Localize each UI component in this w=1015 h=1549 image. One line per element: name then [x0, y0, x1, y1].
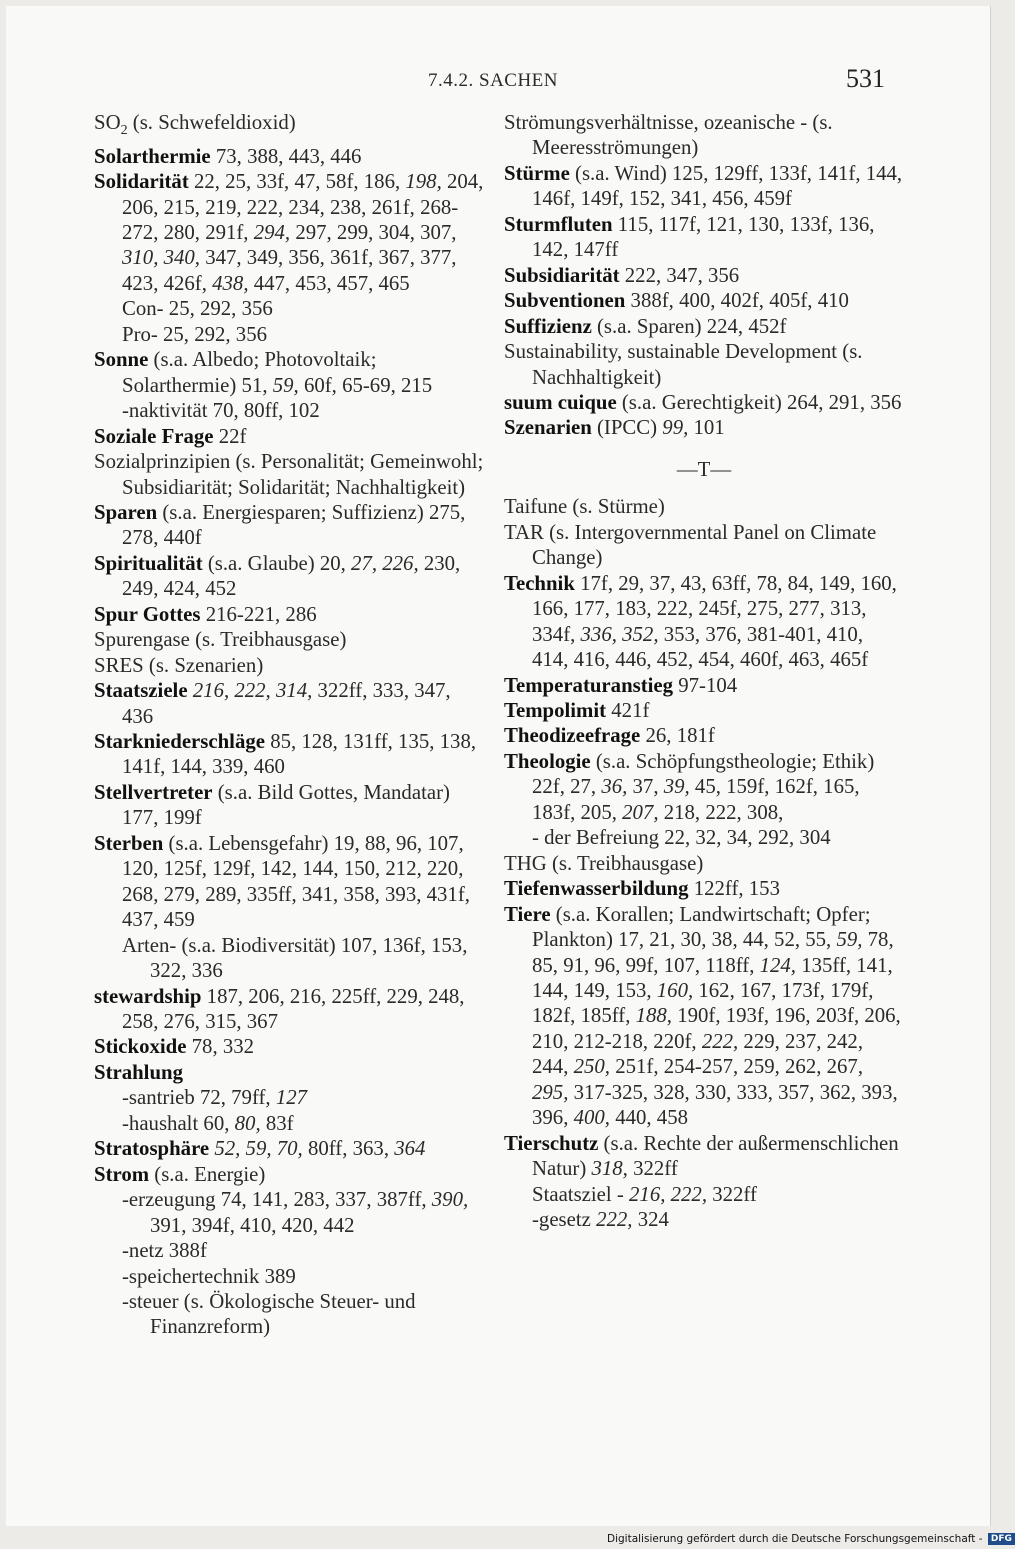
entry-term: Tempolimit: [504, 698, 607, 722]
entry-page-italic: 216, 222, 314,: [192, 679, 313, 703]
entry-page-italic: 207,: [622, 800, 659, 824]
index-entry: [94, 780, 486, 831]
entry-term: Staatsziele: [94, 679, 188, 703]
entry-page-italic: 99,: [662, 416, 689, 440]
entry-text: -haushalt 60,: [122, 1111, 235, 1135]
entry-text: 297, 299, 304, 307,: [290, 220, 457, 244]
entry-page-italic: 400,: [573, 1106, 610, 1130]
entry-page-italic: 364: [394, 1137, 426, 1161]
entry-page-italic: 59,: [272, 373, 299, 397]
index-entry: [504, 390, 904, 415]
entry-text: (s.a. Bild Gottes, Mandatar) 177, 199f: [122, 780, 450, 830]
index-entry: [504, 520, 904, 571]
entry-term: Tiere: [504, 902, 551, 926]
entry-term: Stellvertreter: [94, 780, 213, 804]
entry-text: 230, 249, 424, 452: [122, 551, 461, 601]
entry-text: 17f, 29, 37, 43, 63ff, 78, 84, 149, 160, 166, 177, 183, 222, 245f, 275, 277, 313, 334f,: [532, 571, 897, 646]
index-subentry: [94, 1111, 486, 1136]
entry-text: 60f, 65-69, 215: [298, 373, 433, 397]
index-entry: [504, 749, 904, 825]
entry-text: Pro- 25, 292, 356: [122, 322, 267, 346]
index-subentry: [94, 1187, 486, 1238]
entry-text: 324: [632, 1208, 669, 1232]
index-entry: [94, 627, 486, 652]
entry-page-italic: 310, 340,: [122, 246, 200, 270]
entry-text: Strömungsverhältnisse, ozeanische - (s. Meeresströmungen): [504, 111, 833, 160]
entry-page-italic: 438,: [212, 271, 249, 295]
index-entry: [504, 723, 904, 748]
entry-text: Arten- (s.a. Biodiversität) 107, 136f, 153, 322, 336: [122, 933, 468, 983]
entry-text: 187, 206, 216, 225ff, 229, 248, 258, 276, 315, 367: [122, 984, 465, 1034]
entry-text: 80ff, 363,: [302, 1137, 395, 1161]
entry-page-italic: 216, 222,: [629, 1182, 708, 1206]
entry-text: 391, 394f, 410, 420, 442: [150, 1213, 355, 1237]
index-entry: [94, 551, 486, 602]
entry-text: -speichertechnik 389: [122, 1264, 296, 1288]
entry-text: -santrieb 72, 79ff,: [122, 1086, 276, 1110]
entry-text: Taifune (s. Stürme): [504, 495, 665, 519]
entry-text: (s.a. Lebensgefahr) 19, 88, 96, 107, 120, 125f, 129f, 142, 144, 150, 212, 220, 268, 279, 289, 335ff, 341, 358, 393, 431f, 437, 459: [122, 831, 470, 932]
entry-page-italic: 222,: [701, 1029, 739, 1053]
index-subentry: [94, 1264, 486, 1289]
index-entry: [94, 449, 486, 500]
dfg-logo-icon: DFG: [988, 1533, 1015, 1545]
entry-page-italic: 127: [275, 1086, 308, 1110]
entry-text: 251f, 254-257, 259, 262, 267,: [610, 1055, 864, 1079]
entry-term: suum cuique: [504, 390, 617, 414]
entry-term: Subventionen: [504, 289, 626, 313]
entry-text: 22f: [213, 424, 247, 448]
entry-page-italic: 124,: [759, 953, 797, 977]
index-entry: [504, 110, 904, 161]
entry-term: Theodizeefrage: [504, 724, 641, 748]
entry-page-italic: 250,: [573, 1055, 610, 1079]
index-entry: [504, 698, 904, 723]
entry-text: 388f, 400, 402f, 405f, 410: [625, 289, 849, 313]
entry-text: (s.a. Glaube) 20,: [202, 551, 352, 575]
index-entry: [504, 263, 904, 288]
entry-term: stewardship: [94, 984, 202, 1008]
entry-page-italic: 390,: [431, 1188, 469, 1212]
entry-text: SRES (s. Szenarien): [94, 653, 264, 677]
index-subentry: [504, 1182, 904, 1207]
index-entry: [94, 729, 486, 780]
scanned-page: [6, 6, 991, 1526]
entry-term: Temperaturanstieg: [504, 673, 674, 697]
entry-text: THG (s. Treibhausgase): [504, 851, 704, 875]
entry-text: - der Befreiung 22, 32, 34, 292, 304: [532, 826, 831, 850]
entry-page-italic: 295,: [532, 1080, 569, 1104]
entry-text: 101: [688, 416, 725, 440]
entry-page-italic: 52, 59, 70,: [214, 1137, 303, 1161]
entry-page-italic: 188,: [635, 1004, 672, 1028]
entry-text: (s.a. Sparen) 224, 452f: [591, 314, 787, 338]
index-entry: [94, 110, 486, 144]
entry-text: 229, 237, 242, 244,: [532, 1029, 864, 1079]
entry-text: 83f: [260, 1111, 294, 1135]
entry-text: —T—: [676, 457, 732, 481]
entry-page-italic: 198,: [405, 170, 442, 194]
entry-page-italic: 59,: [836, 928, 863, 952]
entry-text: (s.a. Wind) 125, 129ff, 133f, 141f, 144, 146f, 149f, 152, 341, 456, 459f: [532, 161, 903, 211]
entry-term: Stürme: [504, 161, 570, 185]
entry-text: 97-104: [673, 673, 738, 697]
entry-term: Sterben: [94, 831, 164, 855]
entry-text: 190f, 193f, 196, 203f, 206, 210, 212-218, 220f,: [532, 1004, 901, 1053]
entry-page-italic: 39,: [663, 775, 690, 799]
entry-text: (s.a. Rechte der außermenschlichen Natur): [532, 1131, 899, 1181]
entry-term: Solarthermie: [94, 144, 211, 168]
index-entry: [94, 1034, 486, 1059]
index-entry: [94, 1060, 486, 1085]
entry-term: Soziale Frage: [94, 424, 214, 448]
entry-text: -steuer (s. Ökologische Steuer- und Finanzreform): [122, 1290, 416, 1339]
page-number: 531: [846, 64, 885, 93]
entry-text: (s.a. Schöpfungstheologie; Ethik) 22f, 27,: [532, 749, 875, 799]
entry-term: Spiritualität: [94, 551, 203, 575]
entry-text: Spurengase (s. Treibhausgase): [94, 628, 347, 652]
digitization-credit: [607, 1533, 1015, 1545]
index-entry: [94, 831, 486, 933]
entry-text: 421f: [606, 698, 650, 722]
entry-text: 78, 85, 91, 96, 99f, 107, 118ff,: [532, 928, 894, 977]
entry-text: SO: [94, 111, 121, 134]
index-subentry: [94, 398, 486, 423]
entry-text: (s.a. Albedo; Photovoltaik; Solarthermie) 51,: [122, 348, 377, 397]
entry-text: 322ff: [627, 1157, 678, 1181]
entry-term: Subsidiarität: [504, 263, 620, 287]
entry-text: 162, 167, 173f, 179f, 182f, 185ff,: [532, 978, 874, 1028]
entry-text: 204, 206, 215, 219, 222, 234, 238, 261f, 268-272, 280, 291f,: [122, 170, 484, 244]
index-subentry: [504, 825, 904, 850]
entry-term: Strom: [94, 1162, 150, 1186]
index-entry: [504, 415, 904, 440]
section-letter: [504, 457, 904, 482]
index-entry: [94, 602, 486, 627]
index-entry: [504, 1131, 904, 1182]
entry-text: TAR (s. Intergovernmental Panel on Climate Change): [504, 520, 877, 570]
entry-text: 347, 349, 356, 361f, 367, 377, 423, 426f,: [122, 246, 457, 295]
index-entry: [94, 347, 486, 398]
entry-text: 218, 222, 308,: [658, 800, 784, 824]
index-entry: [504, 571, 904, 673]
entry-text: (s.a. Korallen; Landwirtschaft; Opfer; Plankton) 17, 21, 30, 38, 44, 52, 55,: [532, 902, 871, 952]
entry-text: (IPCC): [591, 416, 663, 440]
credit-text: Digitalisierung gefördert durch die Deutsche Forschungsgemeinschaft -: [607, 1533, 983, 1545]
index-entry: [94, 984, 486, 1035]
index-entry: [94, 1162, 486, 1187]
entry-text: 317-325, 328, 330, 333, 357, 362, 393, 396,: [532, 1080, 898, 1130]
running-head: 7.4.2. SACHEN: [428, 70, 559, 91]
index-entry: [504, 673, 904, 698]
index-entry: [504, 314, 904, 339]
entry-page-italic: 336, 352,: [580, 622, 659, 646]
entry-text: Con- 25, 292, 356: [122, 297, 273, 321]
entry-term: Suffizienz: [504, 314, 592, 338]
entry-text: 122ff, 153: [688, 877, 780, 901]
entry-text: 85, 128, 131ff, 135, 138, 141f, 144, 339, 460: [122, 730, 477, 779]
index-entry: [94, 653, 486, 678]
index-subentry: [504, 1207, 904, 1232]
index-entry: [504, 161, 904, 212]
index-entry: [504, 494, 904, 519]
entry-text: (s. Schwefeldioxid): [127, 111, 296, 134]
entry-term: Theologie: [504, 749, 591, 773]
entry-text: 45, 159f, 162f, 165, 183f, 205,: [532, 775, 860, 824]
entry-text: 73, 388, 443, 446: [210, 144, 362, 168]
entry-term: Sonne: [94, 348, 149, 372]
entry-term: Spur Gottes: [94, 602, 201, 626]
index-column-right: [504, 110, 904, 1232]
entry-text: Sozialprinzipien (s. Personalität; Gemeinwohl; Subsidiarität; Solidarität; Nachhaltigkeit): [94, 450, 484, 499]
index-entry: [504, 212, 904, 263]
entry-term: Starkniederschläge: [94, 730, 265, 754]
index-entry: [94, 500, 486, 551]
index-entry: [504, 876, 904, 901]
entry-text: 2: [120, 123, 128, 139]
index-subentry: [94, 322, 486, 347]
entry-term: Stickoxide: [94, 1035, 187, 1059]
entry-text: -gesetz: [532, 1208, 597, 1232]
entry-term: Strahlung: [94, 1060, 183, 1084]
index-subentry: [94, 1085, 486, 1110]
index-entry: [504, 902, 904, 1131]
entry-text: Sustainability, sustainable Development (s. Nachhaltigkeit): [504, 340, 863, 389]
entry-text: Staatsziel -: [532, 1182, 630, 1206]
entry-text: 447, 453, 457, 465: [248, 271, 410, 295]
entry-text: 115, 117f, 121, 130, 133f, 136, 142, 147ff: [532, 212, 875, 262]
index-entry: [504, 339, 904, 390]
entry-text: (s.a. Energie): [149, 1162, 266, 1186]
entry-term: Tiefenwasserbildung: [504, 877, 689, 901]
entry-text: 26, 181f: [640, 724, 715, 748]
index-entry: [504, 288, 904, 313]
entry-term: Technik: [504, 571, 575, 595]
entry-page-italic: 27, 226,: [351, 551, 419, 575]
entry-text: 353, 376, 381-401, 410, 414, 416, 446, 452, 454, 460f, 463, 465f: [532, 622, 869, 672]
entry-page-italic: 36,: [601, 775, 628, 799]
entry-text: 322ff: [707, 1182, 757, 1206]
entry-text: -erzeugung 74, 141, 283, 337, 387ff,: [122, 1188, 432, 1212]
entry-text: 322ff, 333, 347, 436: [122, 679, 451, 728]
entry-page-italic: 222,: [596, 1208, 633, 1232]
entry-text: 135ff, 141, 144, 149, 153,: [532, 953, 893, 1002]
index-entry: [504, 851, 904, 876]
entry-text: 22, 25, 33f, 47, 58f, 186,: [188, 170, 406, 194]
entry-page-italic: 294,: [253, 220, 291, 244]
index-entry: [94, 144, 486, 169]
index-column-left: [94, 110, 486, 1340]
entry-text: (s.a. Energiesparen; Suffizienz) 275, 278, 440f: [122, 500, 466, 550]
entry-page-italic: 80,: [234, 1111, 261, 1135]
index-subentry: [94, 933, 486, 984]
entry-page-italic: 318,: [591, 1157, 628, 1181]
entry-term: Szenarien: [504, 416, 592, 440]
index-entry: [94, 169, 486, 296]
entry-text: 216-221, 286: [200, 602, 317, 626]
entry-term: Sparen: [94, 500, 158, 524]
entry-term: Tierschutz: [504, 1131, 599, 1155]
entry-text: (s.a. Gerechtigkeit) 264, 291, 356: [616, 390, 902, 414]
entry-text: 440, 458: [610, 1106, 688, 1130]
index-subentry: [94, 1289, 486, 1340]
index-entry: [94, 1136, 486, 1161]
index-entry: [94, 678, 486, 729]
entry-text: 37,: [627, 775, 664, 799]
entry-text: -netz 388f: [122, 1239, 207, 1263]
entry-term: Solidarität: [94, 170, 189, 194]
entry-text: 222, 347, 356: [619, 263, 740, 287]
entry-term: Sturmfluten: [504, 212, 613, 236]
entry-term: Stratosphäre: [94, 1137, 210, 1161]
entry-text: 78, 332: [186, 1035, 255, 1059]
index-subentry: [94, 1238, 486, 1263]
entry-text: -naktivität 70, 80ff, 102: [122, 399, 320, 423]
index-subentry: [94, 296, 486, 321]
entry-page-italic: 160,: [656, 978, 694, 1002]
index-entry: [94, 424, 486, 449]
